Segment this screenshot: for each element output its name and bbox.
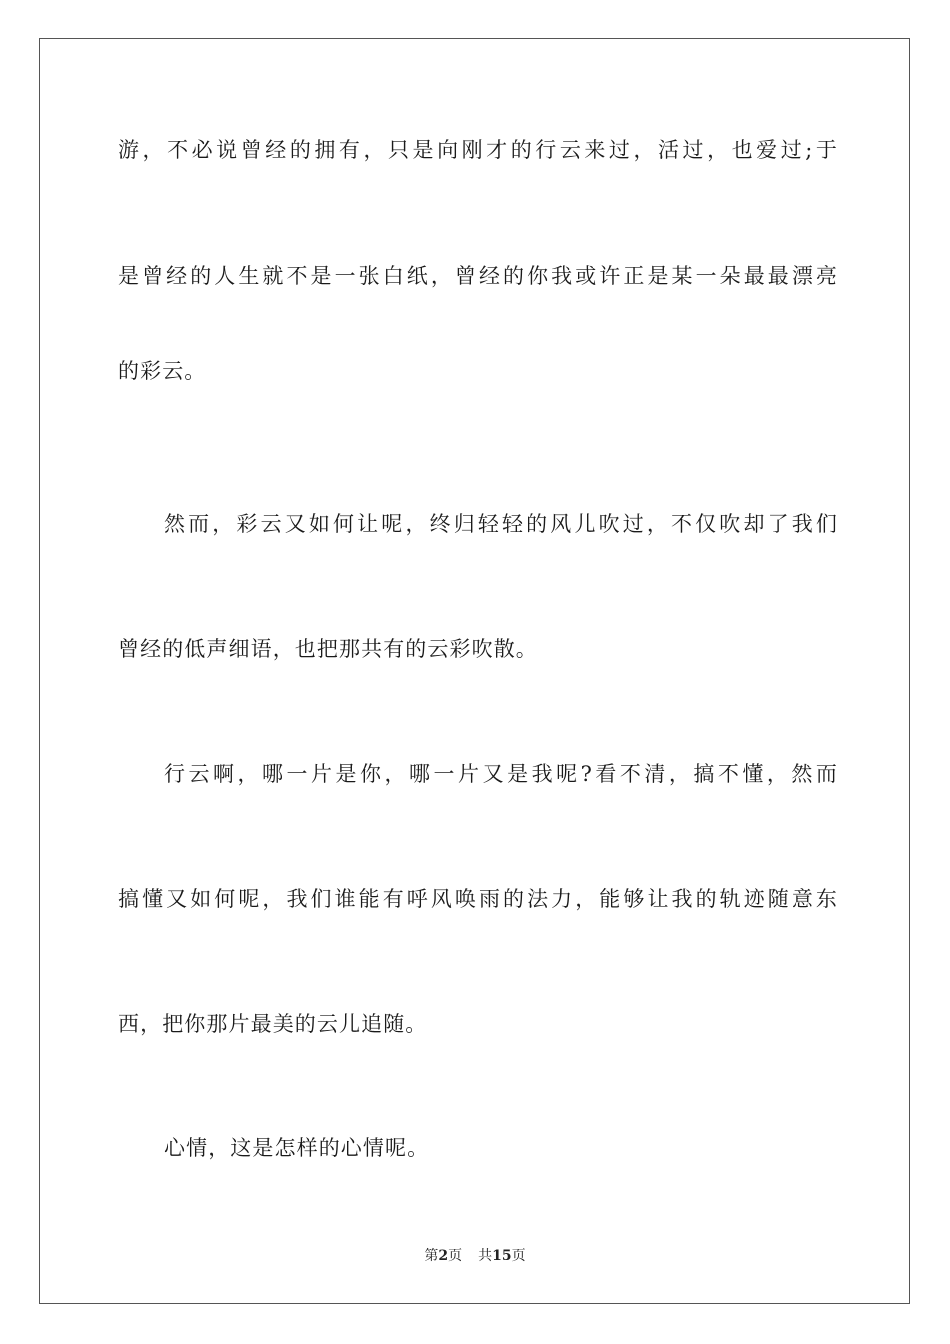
text-line: 的彩云。	[118, 359, 207, 383]
text-line: 是曾经的人生就不是一张白纸，曾经的你我或许正是某一朵最最漂亮	[118, 264, 838, 288]
paragraph-first-line: 心情，这是怎样的心情呢。	[164, 1136, 430, 1160]
footer-page-suffix: 页	[448, 1248, 463, 1264]
page-footer	[0, 1246, 950, 1266]
paragraph-first-line: 行云啊，哪一片是你，哪一片又是我呢?看不清，搞不懂，然而	[164, 762, 838, 786]
current-page-number: 2	[438, 1248, 449, 1264]
footer-total-suffix: 页	[511, 1248, 526, 1264]
text-line: 西，把你那片最美的云儿追随。	[118, 1012, 428, 1036]
page-border	[39, 38, 910, 1304]
text-line: 曾经的低声细语，也把那共有的云彩吹散。	[118, 637, 538, 661]
footer-total-prefix: 共	[478, 1248, 493, 1264]
text-line: 搞懂又如何呢，我们谁能有呼风唤雨的法力，能够让我的轨迹随意东	[118, 887, 838, 911]
total-pages-number: 15	[492, 1248, 512, 1264]
paragraph-first-line: 然而，彩云又如何让呢，终归轻轻的风儿吹过，不仅吹却了我们	[164, 512, 838, 536]
text-line: 游，不必说曾经的拥有，只是向刚才的行云来过，活过，也爱过;于	[118, 138, 838, 162]
footer-page-prefix: 第	[424, 1248, 439, 1264]
